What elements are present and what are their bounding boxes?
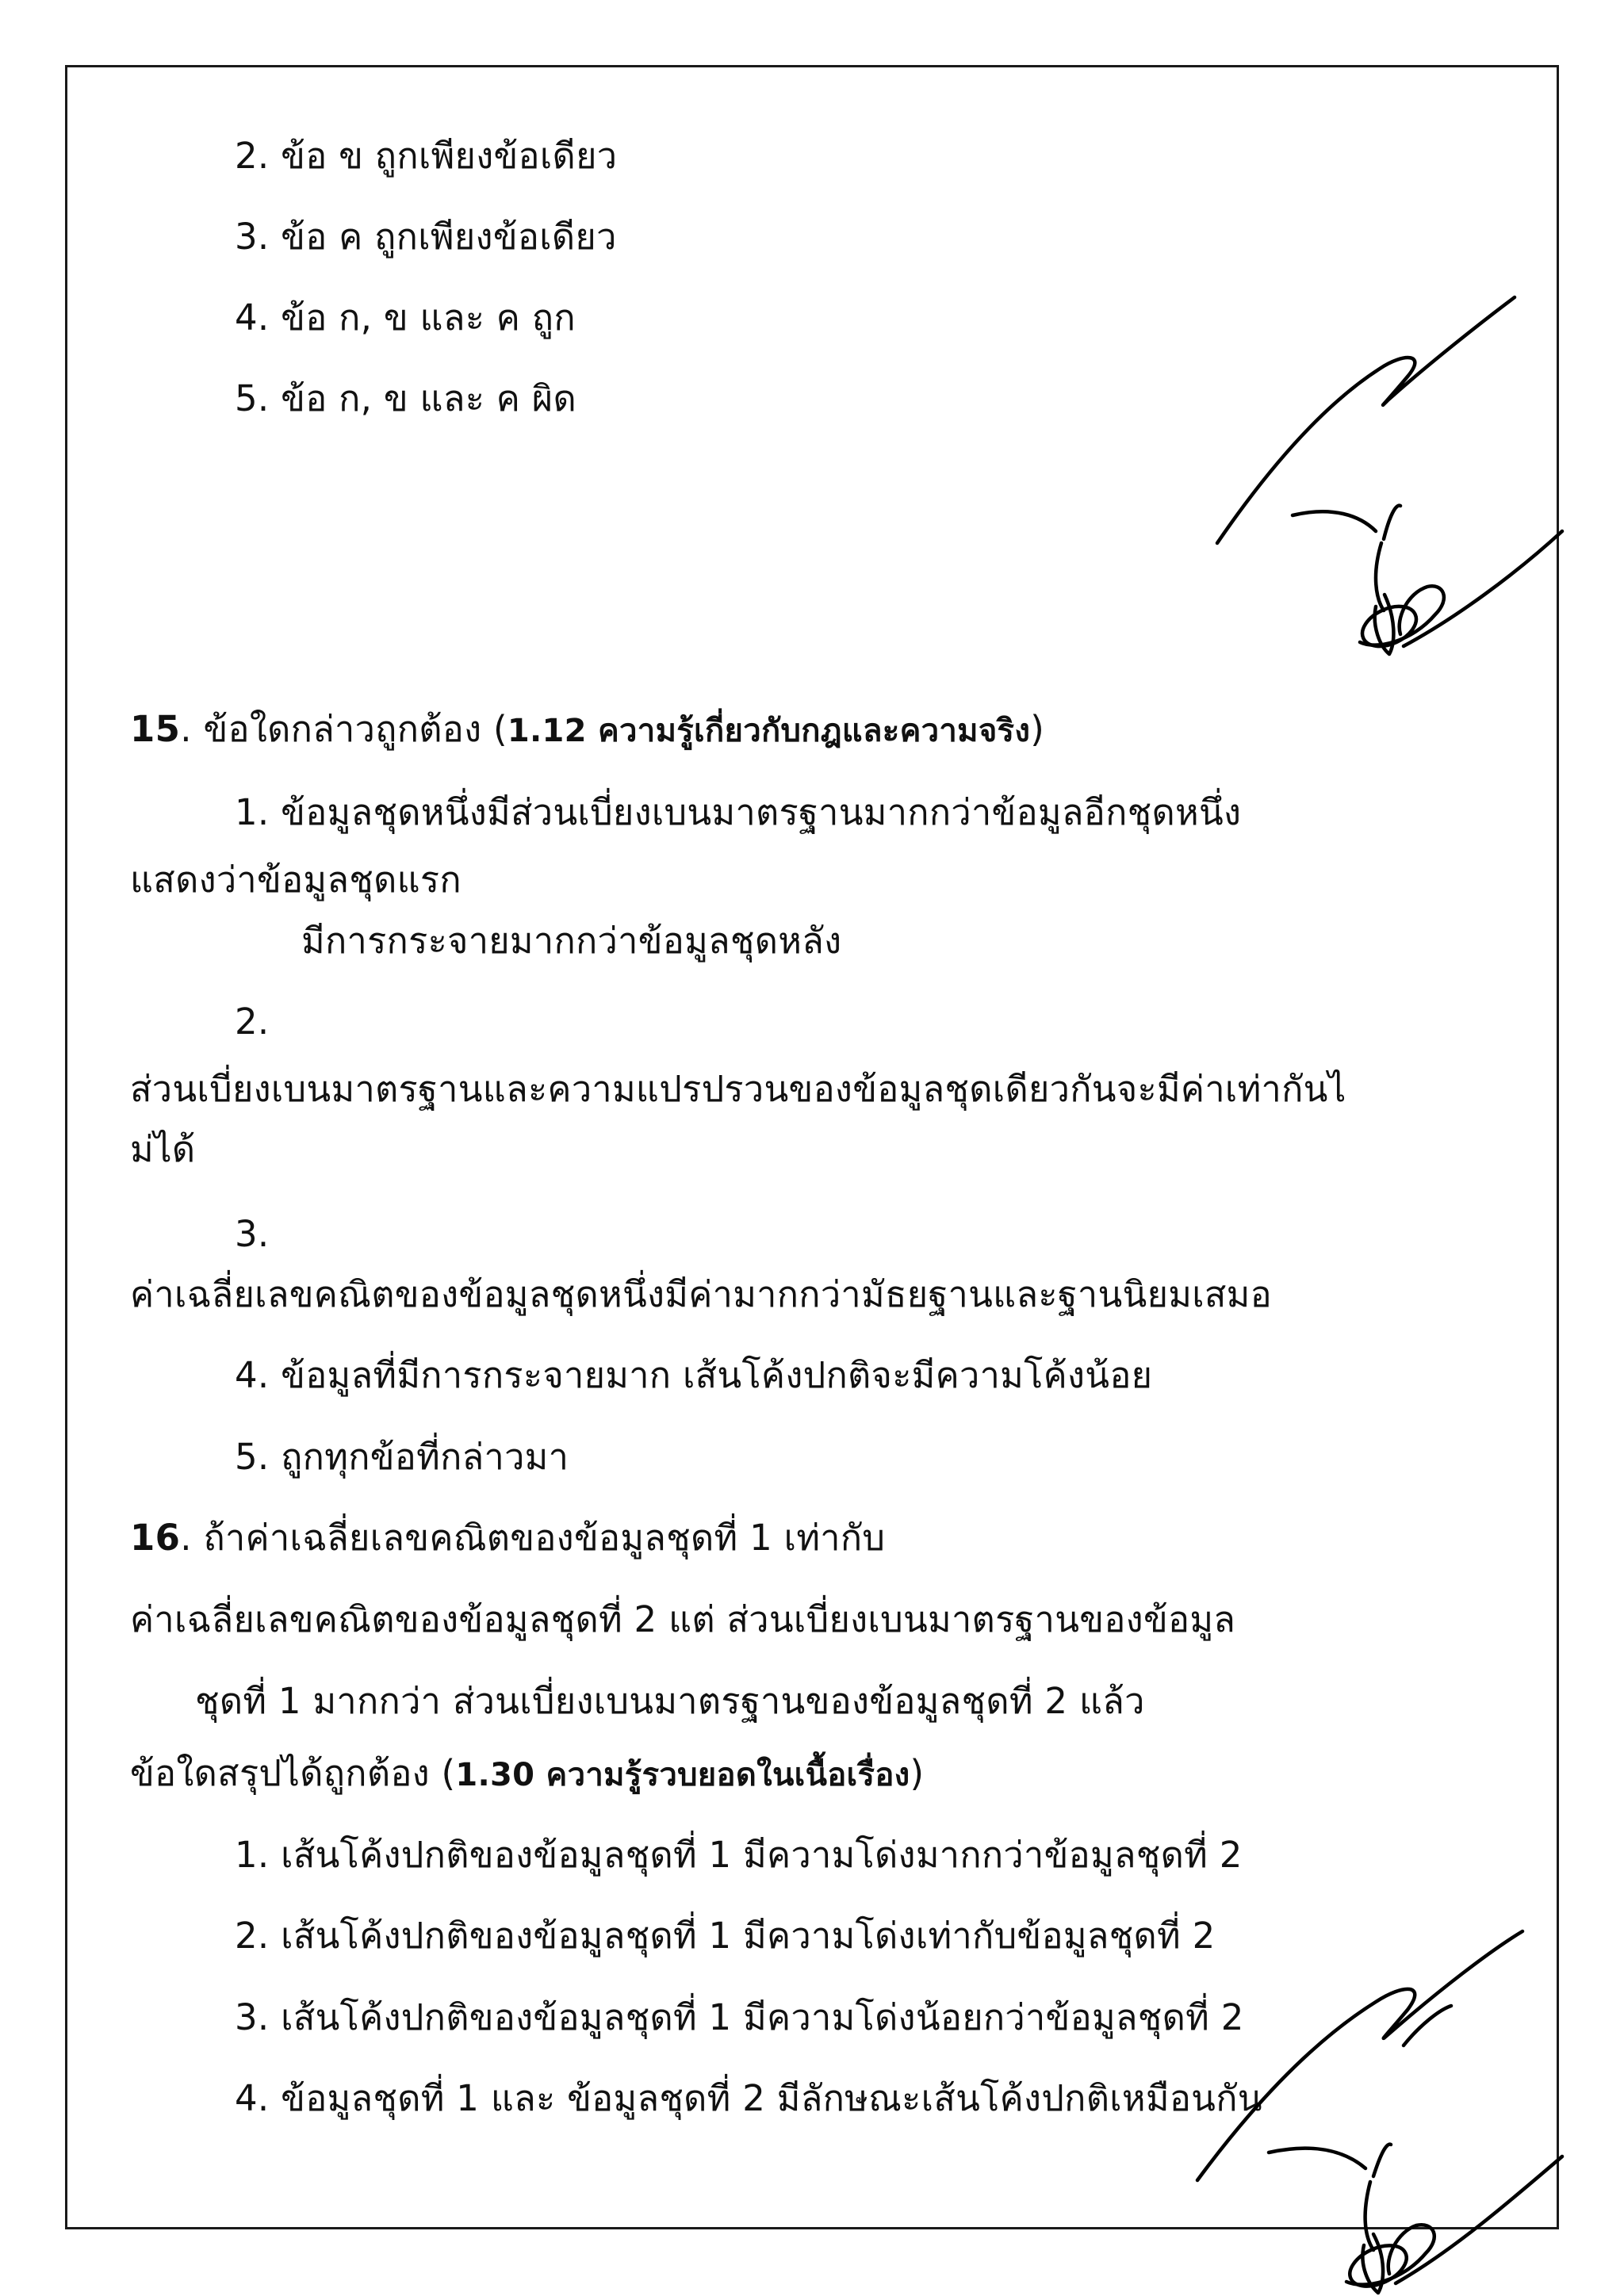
q15-option-1-line-a: 1. ข้อมูลชุดหนึ่งมีส่วนเบี่ยงเบนมาตรฐานมากกว่าข้อมูลอีกชุดหนึ่ง bbox=[235, 791, 1242, 833]
q15-option-2-line-b: ม่ได้ bbox=[130, 1128, 196, 1170]
q15-option-4: 4. ข้อมูลที่มีการกระจายมาก เส้นโค้งปกติจะมีความโค้งน้อย bbox=[235, 1354, 1153, 1396]
q16-option-3: 3. เส้นโค้งปกติของข้อมูลชุดที่ 1 มีความโด่งน้อยกว่าข้อมูลชุดที่ 2 bbox=[235, 1996, 1244, 2038]
q15-option-5: 5. ถูกทุกข้อที่กล่าวมา bbox=[235, 1436, 569, 1478]
q15-stem-line bbox=[130, 708, 1044, 751]
q16-stem-line-a bbox=[130, 1517, 885, 1559]
q14-option-4: 4. ข้อ ก, ข และ ค ถูก bbox=[235, 297, 576, 339]
q15-option-2-number: 2. bbox=[235, 1001, 270, 1043]
q16-reference: 1.30 ความรู้รวบยอดในเนื้อเรื่อง bbox=[455, 1757, 910, 1793]
q15-close: ) bbox=[1030, 708, 1045, 750]
signature-bottom bbox=[1166, 1934, 1578, 2296]
q15-option-3-number: 3. bbox=[235, 1213, 270, 1255]
q14-option-5: 5. ข้อ ก, ข และ ค ผิด bbox=[235, 377, 577, 419]
q14-option-3: 3. ข้อ ค ถูกเพียงข้อเดียว bbox=[235, 216, 617, 258]
q15-option-2-line-a: ส่วนเบี่ยงเบนมาตรฐานและความแปรปรวนของข้อมูลชุดเดียวกันจะมีค่าเท่ากันไ bbox=[130, 1068, 1346, 1110]
signature-top bbox=[1205, 293, 1570, 674]
q15-option-1-line-c: มีการกระจายมากกว่าข้อมูลชุดหลัง bbox=[301, 920, 842, 962]
q16-stem-a: . ถ้าค่าเฉลี่ยเลขคณิตของข้อมูลชุดที่ 1 เท่ากับ bbox=[180, 1517, 886, 1559]
q16-close: ) bbox=[910, 1752, 925, 1794]
q15-reference: 1.12 ความรู้เกี่ยวกับกฎและความจริง bbox=[507, 713, 1031, 749]
q14-option-2: 2. ข้อ ข ถูกเพียงข้อเดียว bbox=[235, 135, 618, 177]
q16-number: 16 bbox=[130, 1517, 181, 1559]
q15-option-3-line-a: ค่าเฉลี่ยเลขคณิตของข้อมูลชุดหนึ่งมีค่ามากกว่ามัธยฐานและฐานนิยมเสมอ bbox=[130, 1273, 1272, 1315]
q16-option-4: 4. ข้อมูลชุดที่ 1 และ ข้อมูลชุดที่ 2 มีลักษณะเส้นโค้งปกติเหมือนกัน bbox=[235, 2077, 1262, 2119]
q16-stem-line-c: ชุดที่ 1 มากกว่า ส่วนเบี่ยงเบนมาตรฐานของข้อมูลชุดที่ 2 แล้ว bbox=[195, 1680, 1145, 1722]
q15-stem: . ข้อใดกล่าวถูกต้อง ( bbox=[180, 708, 508, 750]
q16-option-1: 1. เส้นโค้งปกติของข้อมูลชุดที่ 1 มีความโด่งมากกว่าข้อมูลชุดที่ 2 bbox=[235, 1834, 1243, 1876]
q15-number: 15 bbox=[130, 708, 181, 750]
q16-stem-line-d bbox=[130, 1752, 924, 1795]
q16-stem-d: ข้อใดสรุปได้ถูกต้อง ( bbox=[130, 1752, 456, 1794]
q16-stem-line-b: ค่าเฉลี่ยเลขคณิตของข้อมูลชุดที่ 2 แต่ ส่วนเบี่ยงเบนมาตรฐานของข้อมูล bbox=[130, 1598, 1236, 1640]
q16-option-2: 2. เส้นโค้งปกติของข้อมูลชุดที่ 1 มีความโด่งเท่ากับข้อมูลชุดที่ 2 bbox=[235, 1915, 1216, 1957]
q15-option-1-line-b: แสดงว่าข้อมูลชุดแรก bbox=[130, 859, 462, 901]
